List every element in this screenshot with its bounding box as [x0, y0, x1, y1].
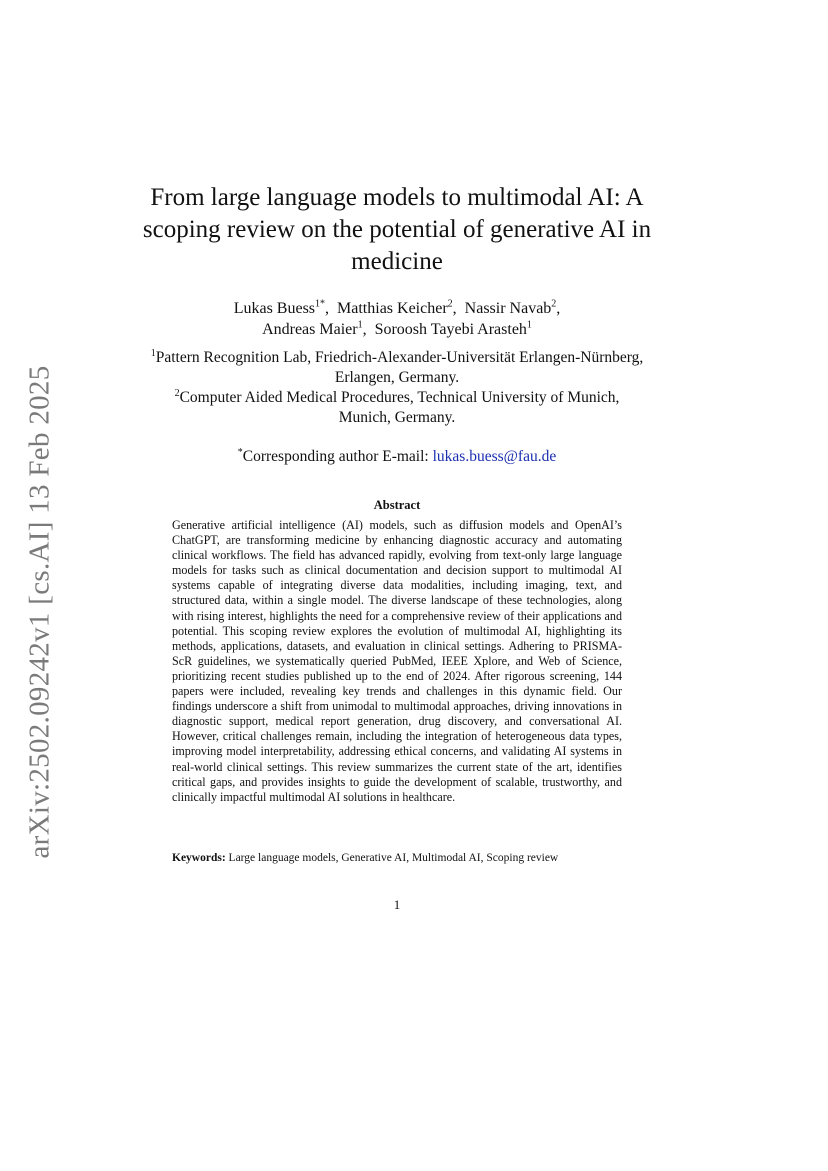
author-list: Lukas Buess$^{1*}$, Matthias Keicher$^2$, Nassir Navab$^2$, Andreas Maier$^1$, Soroosh Tayebi Arasteh$^1$	[233, 298, 561, 338]
paper-title: From large language models to multimodal AI: A scoping review on the potential of generative AI in medicine	[142, 184, 652, 275]
author-name: Andreas Maier	[262, 321, 358, 338]
affiliation-1	[150, 348, 644, 388]
affiliation-mark: 2	[174, 387, 180, 399]
affiliation-list	[150, 348, 644, 428]
abstract-heading: Abstract	[373, 498, 421, 512]
author-name: Lukas Buess	[233, 300, 316, 317]
keywords-label: Keywords:	[172, 852, 226, 864]
corresponding-label: Corresponding author E-mail:	[242, 448, 429, 465]
arxiv-identifier-stamp: arXiv:2502.09242v1 [cs.AI] 13 Feb 2025	[23, 365, 56, 859]
page-number: 1	[393, 897, 401, 912]
author-mark: 2	[447, 298, 453, 310]
abstract-text: Generative artificial intelligence (AI) models, such as diffusion models and OpenAI’s ChatGPT, are transforming medicine by enhancing diagnostic accuracy and automating clinical workflows. The field has advanced rapidly, evolving from text-only large language models for tasks such as clinical documentation and decision support to multimodal AI systems capable of integrating diverse data modalities, including imaging, text, and structured data, within a single model. The diverse landscape of these technologies, along with rising interest, highlights the need for a comprehensive review of their applications and potential. This scoping review explores the evolution of multimodal AI, highlighting its methods, applications, datasets, and evaluation in clinical settings. Adhering to PRISMA-ScR guidelines, we systematically queried PubMed, IEEE Xplore, and Web of Science, prioritizing recent studies published up to the end of 2024. After rigorous screening, 144 papers were included, revealing key trends and challenges in this dynamic field. Our findings underscore a shift from unimodal to multimodal approaches, driving innovations in diagnostic support, medical report generation, drug discovery, and conversational AI. However, critical challenges remain, including the integration of heterogeneous data types, improving model interpretability, addressing ethical concerns, and validating AI systems in real-world clinical settings. This review summarizes the current state of the art, identifies critical gaps, and provides insights to guide the development of scalable, trustworthy, and clinically impactful multimodal AI solutions in healthcare.	[172, 518, 622, 804]
author-name: Nassir Navab	[464, 300, 552, 317]
affiliation-2	[150, 388, 644, 428]
author-name: Matthias Keicher	[337, 300, 448, 317]
affiliation-text: Pattern Recognition Lab, Friedrich-Alexander-Universität Erlangen-Nürnberg, Erlangen, Germany.	[155, 349, 644, 386]
affiliation-mark: 1	[150, 347, 156, 359]
keywords-line	[172, 851, 622, 866]
keywords-text: Large language models, Generative AI, Multimodal AI, Scoping review	[228, 852, 559, 864]
corresponding-mark: *	[237, 446, 243, 458]
author-mark: 1	[526, 319, 532, 331]
author-mark: 1	[357, 319, 363, 331]
author-name: Soroosh Tayebi Arasteh	[374, 321, 527, 338]
corresponding-author	[150, 447, 644, 467]
affiliation-text: Computer Aided Medical Procedures, Technical University of Munich, Munich, Germany.	[179, 389, 620, 426]
author-mark: 2	[551, 298, 557, 310]
author-mark: 1*	[315, 298, 326, 310]
corresponding-email-link[interactable]: lukas.buess@fau.de	[432, 448, 557, 465]
